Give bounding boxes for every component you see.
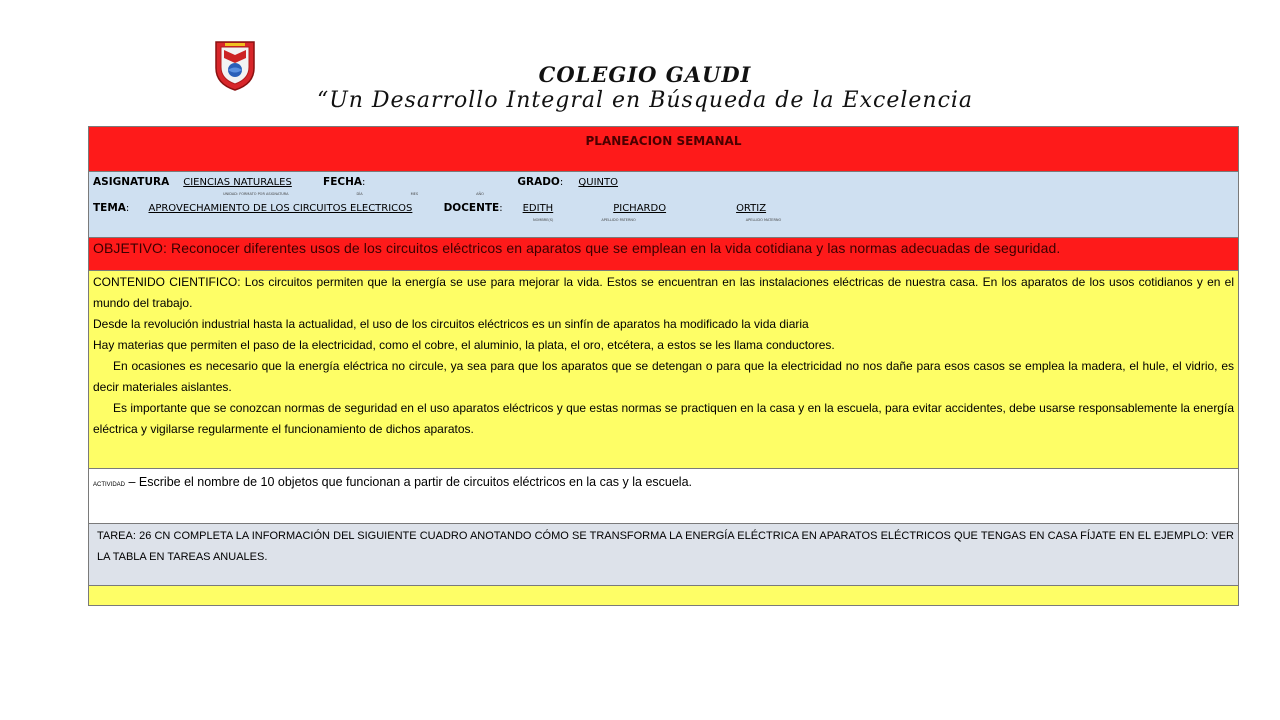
activity-line — [93, 475, 1234, 489]
empty-footer-cell — [89, 586, 1239, 606]
activity-cell — [89, 469, 1239, 524]
content-paragraph: CONTENIDO CIENTIFICO: Los circuitos permiten que la energía se use para mejorar la vida. Estos se encuentran en las instalaciones eléctricas de nuestra casa. En los aparatos de los usos cotidianos y en el mundo del trabajo. — [93, 275, 1234, 310]
info-line-topic: TEMA: APROVECHAMIENTO DE LOS CIRCUITOS ELECTRICOS DOCENTE: EDITH PICHARDO ORTIZ — [93, 202, 1234, 214]
docente-label: DOCENTE — [443, 202, 500, 214]
plan-info-cell — [89, 172, 1239, 238]
docente-value: EDITH PICHARDO ORTIZ — [522, 203, 767, 214]
info-sublabels-2 — [533, 218, 1234, 222]
sublabel-dia: DÍA — [356, 192, 363, 196]
school-name: COLEGIO GAUDI — [538, 62, 752, 87]
fecha-value — [365, 177, 517, 188]
task-text: TAREA: 26 CN COMPLETA LA INFORMACIÓN DEL SIGUIENTE CUADRO ANOTANDO CÓMO SE TRANSFORMA LA ENERGÍA ELÉCTRICA EN APARATOS ELÉCTRICOS QUE TENGAS EN CASA FÍJATE EN EL EJEMPLO: VER LA TABLA EN TAREAS ANUALES. — [97, 530, 1234, 563]
asignatura-value: CIENCIAS NATURALES — [183, 177, 292, 188]
plan-title: PLANEACION SEMANAL — [585, 134, 742, 148]
content-paragraph: En ocasiones es necesario que la energía eléctrica no circule, ya sea para que los aparatos que se detengan o para que la electricidad no nos dañe para esos casos se emplea la madera, el hule, el vidrio, es decir materiales aislantes. — [93, 359, 1234, 394]
grado-value: QUINTO — [578, 177, 619, 188]
plan-title-cell — [89, 127, 1239, 172]
info-sublabels-1 — [223, 192, 1234, 196]
activity-text: – Escribe el nombre de 10 objetos que funcionan a partir de circuitos eléctricos en la cas y la escuela. — [128, 475, 693, 489]
sublabel-ano: AÑO — [476, 192, 484, 196]
grado-label: GRADO — [517, 176, 560, 188]
content-paragraph: Desde la revolución industrial hasta la actualidad, el uso de los circuitos eléctricos es un sinfín de aparatos ha modificado la vida diaria — [93, 317, 809, 331]
content-paragraph: Hay materias que permiten el paso de la electricidad, como el cobre, el aluminio, la plata, el oro, etcétera, a estos se les llama conductores. — [93, 338, 835, 352]
tema-label: TEMA — [93, 202, 126, 214]
sublabel-materno: APELLIDO MATERNO — [745, 218, 782, 222]
activity-label: ACTIVIDAD — [93, 482, 126, 488]
content-paragraph: Es importante que se conozcan normas de seguridad en el uso aparatos eléctricos y que estas normas se practiquen en la casa y en la escuela, para evitar accidentes, debe usarse responsablemente la energía eléctrica y vigilarse regularmente el funcionamiento de dichos aparatos. — [93, 401, 1234, 436]
sublabel-paterno: APELLIDO PATERNO — [601, 218, 636, 222]
sublabel-mes: MES — [410, 192, 419, 196]
content-cell — [89, 271, 1239, 469]
asignatura-label: ASIGNATURA — [93, 176, 170, 188]
tema-value: APROVECHAMIENTO DE LOS CIRCUITOS ELECTRICOS — [148, 203, 413, 214]
sublabel-nombre: NOMBRE(S) — [533, 218, 554, 222]
school-motto: “Un Desarrollo Integral en Búsqueda de la Excelencia — [316, 88, 974, 113]
task-cell — [89, 524, 1239, 586]
fecha-label: FECHA — [323, 176, 362, 188]
sublabel-unidad: UNIDAD: FORMATO POR ASIGNATURA — [223, 192, 289, 196]
objective-text: OBJETIVO: Reconocer diferentes usos de los circuitos eléctricos en aparatos que se emplean en la vida cotidiana y las normas adecuadas de seguridad. — [93, 240, 1061, 256]
weekly-plan-table — [88, 126, 1239, 606]
info-line-subject: ASIGNATURA CIENCIAS NATURALES FECHA: GRADO: QUINTO — [93, 176, 1234, 188]
objective-cell — [89, 238, 1239, 271]
